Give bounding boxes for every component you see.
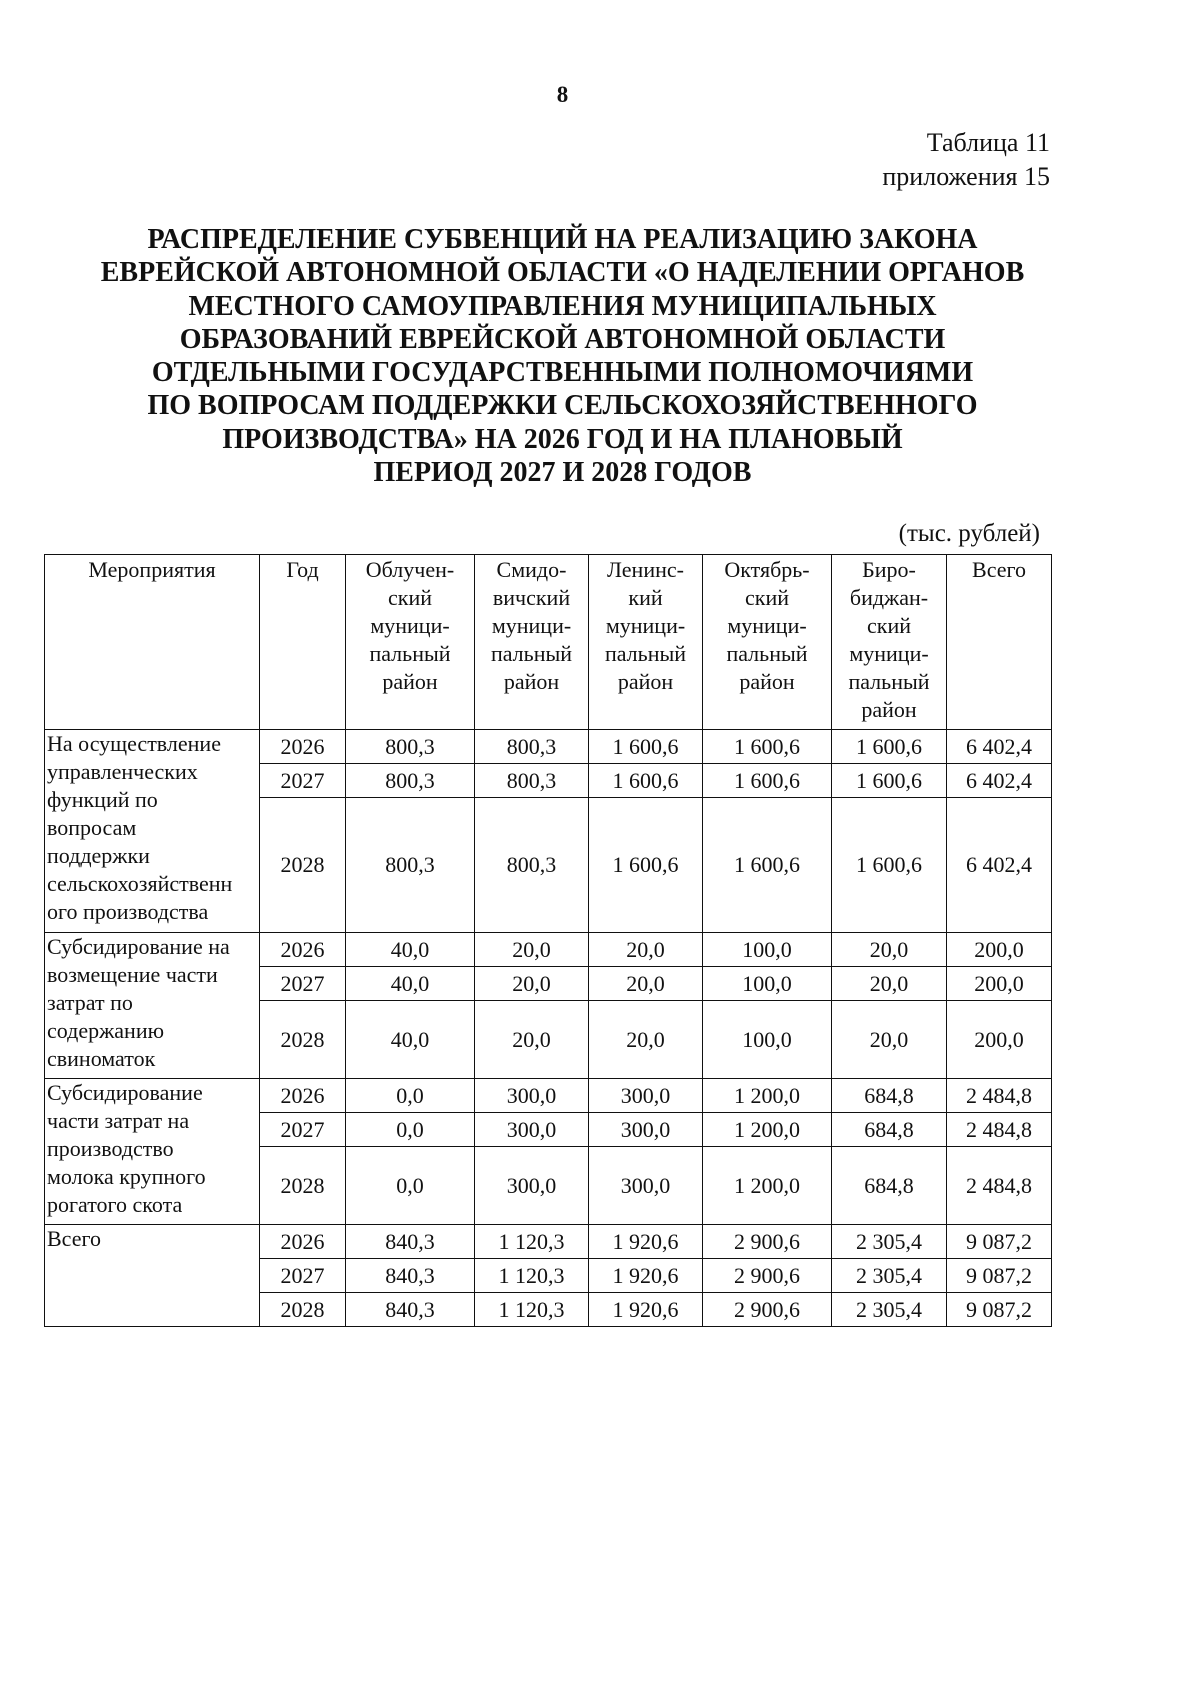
cell-value: 1 200,0 [703, 1113, 832, 1147]
cell-value: 1 920,6 [589, 1293, 703, 1327]
cell-value: 20,0 [589, 1001, 703, 1079]
cell-value: 2 305,4 [832, 1259, 947, 1293]
table-row [45, 730, 1052, 764]
cell-value: 2 900,6 [703, 1293, 832, 1327]
cell-value: 800,3 [346, 730, 475, 764]
cell-value: 0,0 [346, 1079, 475, 1113]
cell-value: 20,0 [475, 1001, 589, 1079]
col-header-smidovichsky: Смидо- вичский муници- пальный район [475, 555, 589, 730]
cell-value: 840,3 [346, 1259, 475, 1293]
cell-value: 1 920,6 [589, 1259, 703, 1293]
col-header-activities: Мероприятия [45, 555, 260, 730]
cell-value: 1 200,0 [703, 1079, 832, 1113]
cell-value: 20,0 [589, 933, 703, 967]
cell-year: 2027 [260, 764, 346, 798]
cell-value: 1 120,3 [475, 1225, 589, 1259]
table-row [45, 933, 1052, 967]
cell-value: 840,3 [346, 1293, 475, 1327]
cell-year: 2028 [260, 1293, 346, 1327]
document-title [60, 223, 1065, 489]
subventions-table [44, 554, 1052, 1327]
cell-value: 800,3 [475, 764, 589, 798]
col-header-year: Год [260, 555, 346, 730]
cell-total: 9 087,2 [947, 1293, 1052, 1327]
table-reference-appendix: приложения 15 [882, 162, 1050, 191]
row-group-label: На осуществление управленческих функций по вопросам поддержки сельскохозяйственн ого производства [45, 730, 260, 933]
cell-value: 20,0 [832, 967, 947, 1001]
col-header-obluchensky: Облучен- ский муници- пальный район [346, 555, 475, 730]
row-group-label: Субсидирование части затрат на производство молока крупного рогатого скота [45, 1079, 260, 1225]
cell-year: 2026 [260, 1225, 346, 1259]
cell-value: 840,3 [346, 1225, 475, 1259]
cell-value: 20,0 [832, 1001, 947, 1079]
title-line: ОТДЕЛЬНЫМИ ГОСУДАРСТВЕННЫМИ ПОЛНОМОЧИЯМИ [151, 357, 974, 389]
cell-year: 2027 [260, 967, 346, 1001]
cell-year: 2028 [260, 1001, 346, 1079]
table-reference-number: Таблица 11 [926, 128, 1050, 157]
title-line: ЕВРЕЙСКОЙ АВТОНОМНОЙ ОБЛАСТИ «О НАДЕЛЕНИИ ОРГАНОВ [100, 257, 1025, 289]
cell-value: 300,0 [589, 1147, 703, 1225]
cell-total: 2 484,8 [947, 1079, 1052, 1113]
cell-value: 1 120,3 [475, 1259, 589, 1293]
table-row [45, 1079, 1052, 1113]
title-line: ПО ВОПРОСАМ ПОДДЕРЖКИ СЕЛЬСКОХОЗЯЙСТВЕННОГО [147, 390, 978, 422]
cell-value: 1 120,3 [475, 1293, 589, 1327]
cell-value: 300,0 [589, 1079, 703, 1113]
cell-value: 40,0 [346, 967, 475, 1001]
cell-value: 1 600,6 [703, 798, 832, 933]
cell-value: 1 200,0 [703, 1147, 832, 1225]
cell-total: 9 087,2 [947, 1259, 1052, 1293]
title-line: ПРОИЗВОДСТВА» НА 2026 ГОД И НА ПЛАНОВЫЙ [222, 423, 903, 455]
cell-year: 2027 [260, 1113, 346, 1147]
cell-total: 9 087,2 [947, 1225, 1052, 1259]
table-reference [882, 126, 1050, 194]
cell-value: 800,3 [475, 798, 589, 933]
cell-total: 200,0 [947, 1001, 1052, 1079]
cell-value: 300,0 [475, 1113, 589, 1147]
col-header-oktyabrsky: Октябрь- ский муници- пальный район [703, 555, 832, 730]
cell-total: 6 402,4 [947, 798, 1052, 933]
cell-year: 2027 [260, 1259, 346, 1293]
cell-value: 100,0 [703, 1001, 832, 1079]
cell-year: 2028 [260, 1147, 346, 1225]
cell-total: 2 484,8 [947, 1147, 1052, 1225]
cell-value: 684,8 [832, 1079, 947, 1113]
cell-year: 2028 [260, 798, 346, 933]
cell-value: 2 900,6 [703, 1259, 832, 1293]
cell-value: 2 305,4 [832, 1293, 947, 1327]
table-header-row [45, 555, 1052, 730]
cell-value: 1 600,6 [832, 730, 947, 764]
table-row [45, 1225, 1052, 1259]
cell-value: 1 600,6 [589, 764, 703, 798]
cell-value: 1 920,6 [589, 1225, 703, 1259]
row-group-label-total: Всего [45, 1225, 260, 1327]
cell-total: 200,0 [947, 933, 1052, 967]
title-line: ОБРАЗОВАНИЙ ЕВРЕЙСКОЙ АВТОНОМНОЙ ОБЛАСТИ [179, 323, 946, 355]
cell-value: 684,8 [832, 1147, 947, 1225]
cell-value: 20,0 [475, 933, 589, 967]
cell-value: 1 600,6 [589, 730, 703, 764]
row-group-label: Субсидирование на возмещение части затрат по содержанию свиноматок [45, 933, 260, 1079]
title-line: ПЕРИОД 2027 И 2028 ГОДОВ [373, 457, 752, 489]
cell-value: 1 600,6 [832, 764, 947, 798]
cell-value: 20,0 [832, 933, 947, 967]
cell-value: 2 900,6 [703, 1225, 832, 1259]
col-header-leninsky: Ленинс- кий муници- пальный район [589, 555, 703, 730]
cell-value: 800,3 [346, 798, 475, 933]
cell-total: 200,0 [947, 967, 1052, 1001]
cell-value: 20,0 [475, 967, 589, 1001]
cell-total: 6 402,4 [947, 730, 1052, 764]
cell-value: 800,3 [346, 764, 475, 798]
col-header-birobidzhansky: Биро- биджан- ский муници- пальный район [832, 555, 947, 730]
units-label: (тыс. рублей) [898, 520, 1040, 547]
cell-value: 100,0 [703, 933, 832, 967]
cell-value: 300,0 [589, 1113, 703, 1147]
cell-value: 0,0 [346, 1113, 475, 1147]
cell-value: 40,0 [346, 1001, 475, 1079]
cell-value: 100,0 [703, 967, 832, 1001]
cell-value: 300,0 [475, 1147, 589, 1225]
cell-year: 2026 [260, 933, 346, 967]
cell-year: 2026 [260, 1079, 346, 1113]
page-number: 8 [556, 82, 569, 107]
cell-value: 1 600,6 [703, 730, 832, 764]
cell-total: 2 484,8 [947, 1113, 1052, 1147]
col-header-total: Всего [947, 555, 1052, 730]
cell-value: 0,0 [346, 1147, 475, 1225]
title-line: РАСПРЕДЕЛЕНИЕ СУБВЕНЦИЙ НА РЕАЛИЗАЦИЮ ЗАКОНА [147, 224, 978, 255]
cell-value: 684,8 [832, 1113, 947, 1147]
cell-value: 300,0 [475, 1079, 589, 1113]
cell-year: 2026 [260, 730, 346, 764]
title-line: МЕСТНОГО САМОУПРАВЛЕНИЯ МУНИЦИПАЛЬНЫХ [188, 290, 937, 322]
cell-value: 20,0 [589, 967, 703, 1001]
cell-value: 800,3 [475, 730, 589, 764]
cell-total: 6 402,4 [947, 764, 1052, 798]
cell-value: 1 600,6 [589, 798, 703, 933]
cell-value: 2 305,4 [832, 1225, 947, 1259]
cell-value: 40,0 [346, 933, 475, 967]
cell-value: 1 600,6 [832, 798, 947, 933]
cell-value: 1 600,6 [703, 764, 832, 798]
